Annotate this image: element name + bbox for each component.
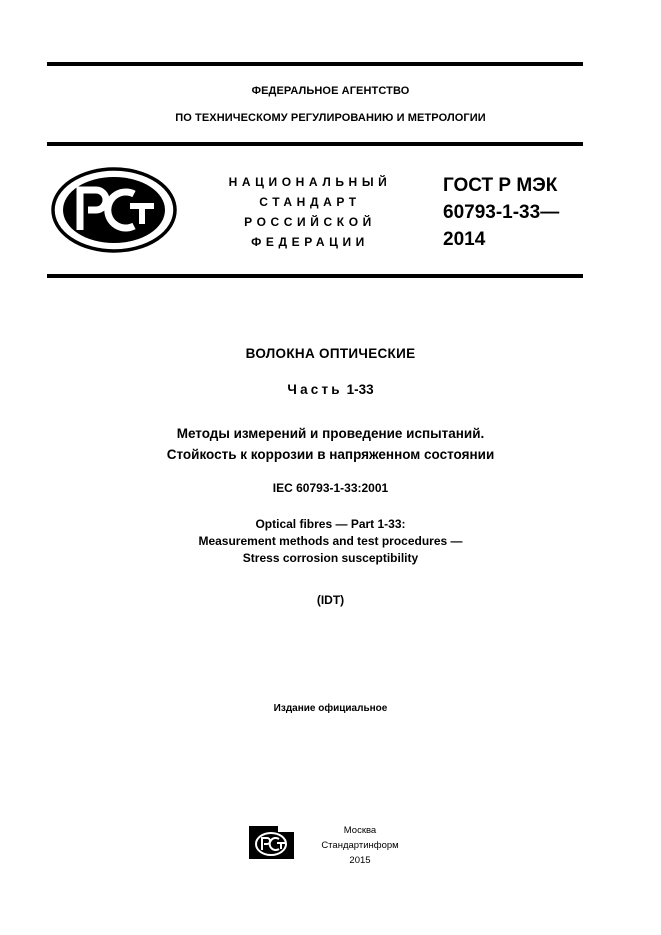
national-standard-text [210,172,410,252]
publisher-info [320,823,400,868]
block-bottom-rule [47,274,583,278]
agency-line-1: ФЕДЕРАЛЬНОЕ АГЕНТСТВО [251,85,410,97]
designation-line-1: ГОСТ Р МЭК [443,175,558,196]
english-title [0,516,661,567]
gost-r-logo-icon [50,166,178,254]
designation-line-2: 60793-1-33— [443,202,560,223]
subtitle-line-2: Стойкость к коррозии в напряженном состоянии [166,447,495,462]
english-line-3: Stress corrosion susceptibility [242,551,419,565]
national-line-1: НАЦИОНАЛЬНЫЙ [228,175,392,189]
subtitle-line-1: Методы измерений и проведение испытаний. [176,426,485,441]
document-title: ВОЛОКНА ОПТИЧЕСКИЕ [245,346,416,361]
publisher-city: Москва [343,825,377,836]
national-line-4: ФЕДЕРАЦИИ [251,235,369,249]
national-line-3: РОССИЙСКОЙ [244,215,376,229]
idt-marker: (IDT) [316,593,345,607]
iec-reference: IEC 60793-1-33:2001 [272,481,389,495]
part-word: Часть [287,382,343,397]
part-number [0,382,661,397]
top-rule [47,62,583,66]
designation-line-3: 2014 [443,229,486,250]
document-subtitle [0,423,661,465]
english-line-1: Optical fibres — Part 1-33: [255,517,406,531]
publisher-year: 2015 [349,855,371,866]
edition-label: Издание официальное [273,703,388,714]
english-line-2: Measurement methods and test procedures — [198,534,463,548]
national-line-2: СТАНДАРТ [259,195,361,209]
part-value: 1-33 [346,382,374,397]
standard-designation [443,172,559,253]
publisher-name: Стандартинформ [321,840,399,851]
standartinform-logo-icon [249,826,294,859]
agency-line-2: ПО ТЕХНИЧЕСКОМУ РЕГУЛИРОВАНИЮ И МЕТРОЛОГИИ [175,112,486,124]
header-bottom-rule [47,142,583,146]
